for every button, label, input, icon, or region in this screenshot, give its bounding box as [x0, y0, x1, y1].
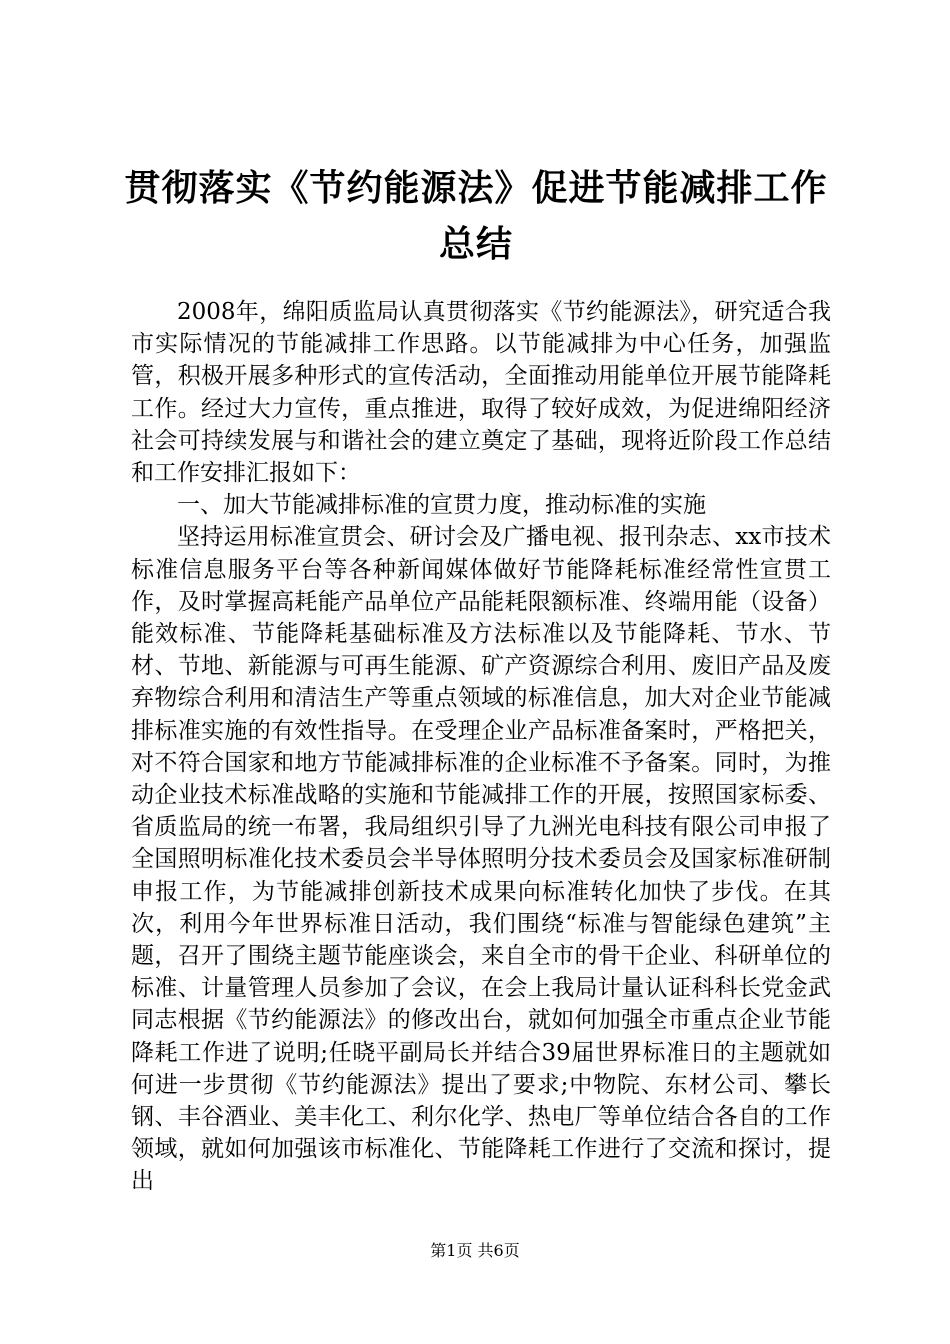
intro-paragraph: 2008年，绵阳质监局认真贯彻落实《节约能源法》，研究适合我市实际情况的节能减排工作思路。以节能减排为中心任务，加强监管，积极开展多种形式的宣传活动，全面推动用能单位开展节能降耗工作。经过大力宣传，重点推进，取得了较好成效，为促进绵阳经济社会可持续发展与和谐社会的建立奠定了基础，现将近阶段工作总结和工作安排汇报如下：	[131, 299, 831, 487]
document-title: 贯彻落实《节约能源法》促进节能减排工作总结	[124, 167, 828, 265]
section-paragraph: 坚持运用标准宣贯会、研讨会及广播电视、报刊杂志、xx市技术标准信息服务平台等各种新闻媒体做好节能降耗标准经常性宣贯工作，及时掌握高耗能产品单位产品能耗限额标准、终端用能（设备）能效标准、节能降耗基础标准及方法标准以及节能降耗、节水、节材、节地、新能源与可再生能源、矿产资源综合利用、废旧产品及废弃物综合利用和清洁生产等重点领域的标准信息，加大对企业节能减排标准实施的有效性指导。在受理企业产品标准备案时，严格把关，对不符合国家和地方节能减排标准的企业标准不予备案。同时，为推动企业技术标准战略的实施和节能减排工作的开展，按照国家标委、省质监局的统一布署，我局组织引导了九洲光电科技有限公司申报了全国照明标准化技术委员会半导体照明分技术委员会及国家标准研制申报工作，为节能减排创新技术成果向标准转化加快了步伐。在其次，利用今年世界标准日活动，我们围绕“标准与智能绿色建筑”主题，召开了围绕主题节能座谈会，来自全市的骨干企业、科研单位的标准、计量管理人员参加了会议，在会上我局计量认证科科长党金武同志根据《节约能源法》的修改出台，就如何加强全市重点企业节能降耗工作进了说明;任晓平副局长并结合39届世界标准日的主题就如何进一步贯彻《节约能源法》提出了要求;中物院、东材公司、攀长钢、丰谷酒业、美丰化工、利尔化学、热电厂等单位结合各自的工作领域，就如何加强该市标准化、节能降耗工作进行了交流和探讨，提出	[131, 524, 831, 1195]
section-heading: 一、加大节能减排标准的宣贯力度，推动标准的实施	[177, 492, 706, 519]
page-number-footer: 第1页 共6页	[430, 1241, 520, 1260]
document-body	[131, 296, 831, 1198]
